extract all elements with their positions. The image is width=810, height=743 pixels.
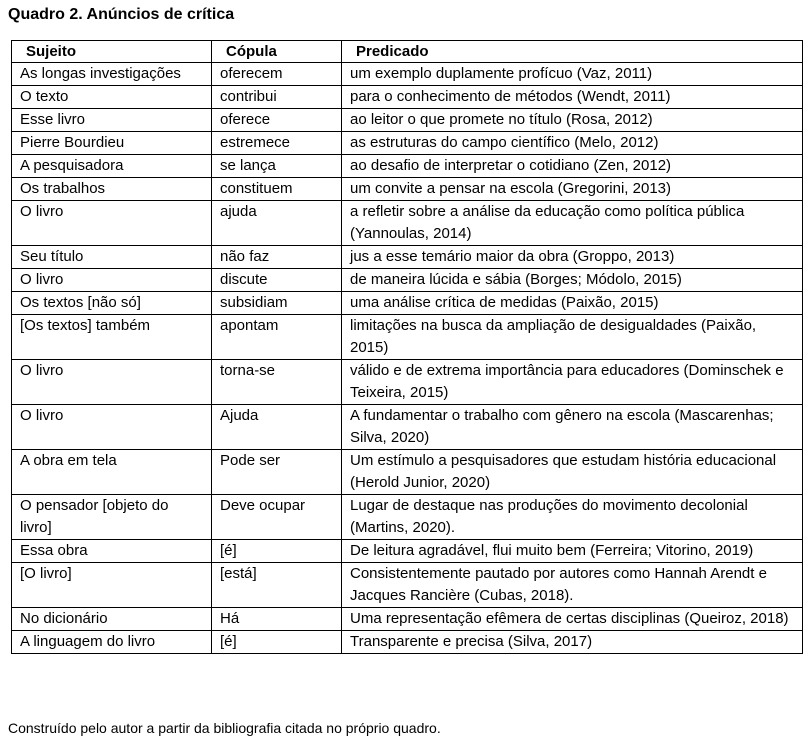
cell-predicado: de maneira lúcida e sábia (Borges; Módolo, 2015) bbox=[342, 269, 803, 292]
critique-table bbox=[11, 40, 803, 654]
table-row bbox=[12, 86, 803, 109]
table-row bbox=[12, 292, 803, 315]
cell-copula: apontam bbox=[212, 315, 342, 360]
source-footnote: Construído pelo autor a partir da bibliografia citada no próprio quadro. bbox=[8, 720, 441, 736]
cell-predicado: uma análise crítica de medidas (Paixão, 2015) bbox=[342, 292, 803, 315]
cell-copula: discute bbox=[212, 269, 342, 292]
table-row bbox=[12, 63, 803, 86]
table-row bbox=[12, 246, 803, 269]
cell-sujeito: O livro bbox=[12, 269, 212, 292]
cell-sujeito: As longas investigações bbox=[12, 63, 212, 86]
table-row bbox=[12, 608, 803, 631]
cell-copula: não faz bbox=[212, 246, 342, 269]
cell-predicado: jus a esse temário maior da obra (Groppo, 2013) bbox=[342, 246, 803, 269]
table-row bbox=[12, 563, 803, 608]
cell-copula: torna-se bbox=[212, 360, 342, 405]
cell-copula: [é] bbox=[212, 631, 342, 654]
table-row bbox=[12, 540, 803, 563]
cell-sujeito: Esse livro bbox=[12, 109, 212, 132]
cell-copula: estremece bbox=[212, 132, 342, 155]
table-row bbox=[12, 315, 803, 360]
cell-copula: contribui bbox=[212, 86, 342, 109]
cell-sujeito: [O livro] bbox=[12, 563, 212, 608]
table-row bbox=[12, 155, 803, 178]
cell-predicado: as estruturas do campo científico (Melo, 2012) bbox=[342, 132, 803, 155]
cell-copula: Pode ser bbox=[212, 450, 342, 495]
cell-predicado: ao desafio de interpretar o cotidiano (Zen, 2012) bbox=[342, 155, 803, 178]
cell-copula: Há bbox=[212, 608, 342, 631]
cell-sujeito: O texto bbox=[12, 86, 212, 109]
cell-sujeito: [Os textos] também bbox=[12, 315, 212, 360]
table-row bbox=[12, 269, 803, 292]
cell-predicado: um exemplo duplamente profícuo (Vaz, 2011) bbox=[342, 63, 803, 86]
cell-predicado: Um estímulo a pesquisadores que estudam história educacional (Herold Junior, 2020) bbox=[342, 450, 803, 495]
cell-sujeito: No dicionário bbox=[12, 608, 212, 631]
cell-predicado: Uma representação efêmera de certas disciplinas (Queiroz, 2018) bbox=[342, 608, 803, 631]
cell-predicado: válido e de extrema importância para educadores (Dominschek e Teixeira, 2015) bbox=[342, 360, 803, 405]
column-header-predicado: Predicado bbox=[342, 41, 803, 63]
cell-predicado: a refletir sobre a análise da educação como política pública (Yannoulas, 2014) bbox=[342, 201, 803, 246]
cell-copula: Ajuda bbox=[212, 405, 342, 450]
table-row bbox=[12, 360, 803, 405]
header-row bbox=[12, 41, 803, 63]
table-row bbox=[12, 631, 803, 654]
cell-sujeito: Os textos [não só] bbox=[12, 292, 212, 315]
table-row bbox=[12, 201, 803, 246]
cell-predicado: um convite a pensar na escola (Gregorini, 2013) bbox=[342, 178, 803, 201]
table-title: Quadro 2. Anúncios de crítica bbox=[8, 6, 235, 23]
cell-sujeito: Seu título bbox=[12, 246, 212, 269]
cell-predicado: A fundamentar o trabalho com gênero na escola (Mascarenhas; Silva, 2020) bbox=[342, 405, 803, 450]
table-row bbox=[12, 405, 803, 450]
table-row bbox=[12, 109, 803, 132]
cell-predicado: Transparente e precisa (Silva, 2017) bbox=[342, 631, 803, 654]
column-header-copula: Cópula bbox=[212, 41, 342, 63]
table-row bbox=[12, 178, 803, 201]
cell-sujeito: O livro bbox=[12, 201, 212, 246]
cell-copula: oferece bbox=[212, 109, 342, 132]
cell-predicado: Lugar de destaque nas produções do movimento decolonial (Martins, 2020). bbox=[342, 495, 803, 540]
cell-sujeito: O pensador [objeto do livro] bbox=[12, 495, 212, 540]
cell-sujeito: O livro bbox=[12, 405, 212, 450]
column-header-sujeito: Sujeito bbox=[12, 41, 212, 63]
cell-sujeito: A linguagem do livro bbox=[12, 631, 212, 654]
cell-predicado: Consistentemente pautado por autores como Hannah Arendt e Jacques Rancière (Cubas, 2018). bbox=[342, 563, 803, 608]
cell-copula: ajuda bbox=[212, 201, 342, 246]
cell-sujeito: A obra em tela bbox=[12, 450, 212, 495]
cell-predicado: para o conhecimento de métodos (Wendt, 2011) bbox=[342, 86, 803, 109]
cell-copula: [está] bbox=[212, 563, 342, 608]
cell-predicado: ao leitor o que promete no título (Rosa, 2012) bbox=[342, 109, 803, 132]
table-row bbox=[12, 495, 803, 540]
cell-predicado: limitações na busca da ampliação de desigualdades (Paixão, 2015) bbox=[342, 315, 803, 360]
cell-copula: [é] bbox=[212, 540, 342, 563]
cell-sujeito: Essa obra bbox=[12, 540, 212, 563]
cell-sujeito: Pierre Bourdieu bbox=[12, 132, 212, 155]
cell-sujeito: Os trabalhos bbox=[12, 178, 212, 201]
cell-copula: oferecem bbox=[212, 63, 342, 86]
cell-copula: subsidiam bbox=[212, 292, 342, 315]
cell-sujeito: O livro bbox=[12, 360, 212, 405]
cell-copula: se lança bbox=[212, 155, 342, 178]
table-row bbox=[12, 450, 803, 495]
cell-predicado: De leitura agradável, flui muito bem (Ferreira; Vitorino, 2019) bbox=[342, 540, 803, 563]
cell-sujeito: A pesquisadora bbox=[12, 155, 212, 178]
table-row bbox=[12, 132, 803, 155]
cell-copula: Deve ocupar bbox=[212, 495, 342, 540]
cell-copula: constituem bbox=[212, 178, 342, 201]
